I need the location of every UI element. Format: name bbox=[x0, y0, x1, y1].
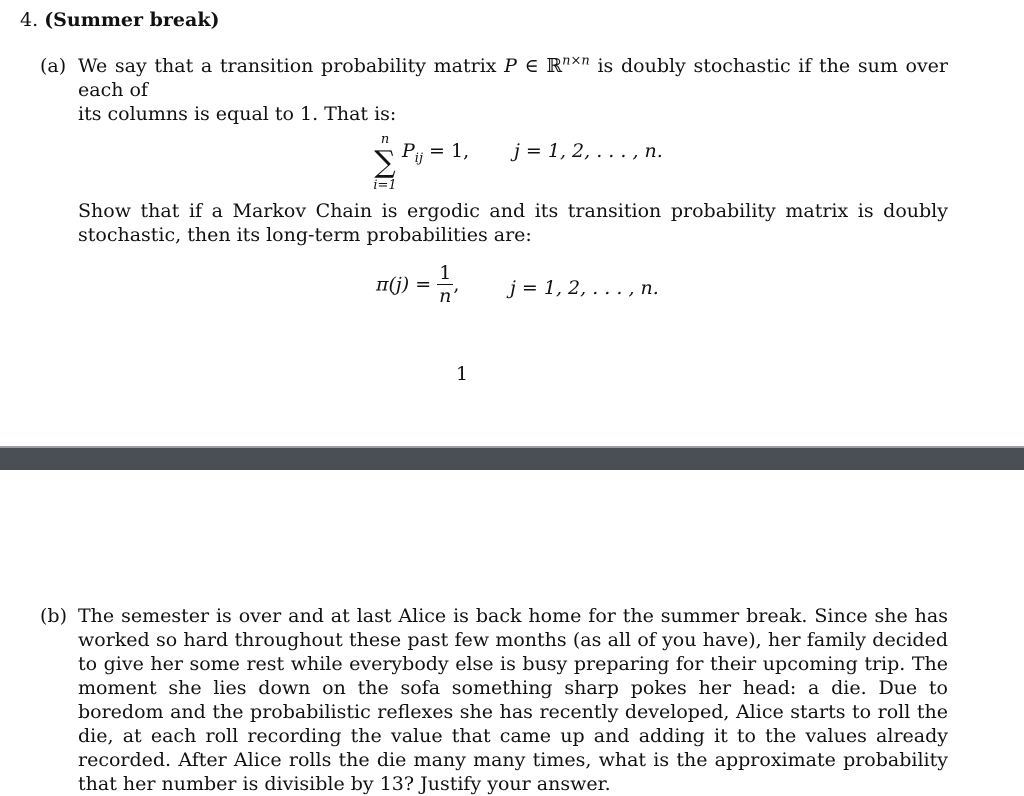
problem-title: (Summer break) bbox=[44, 9, 220, 31]
problem-heading bbox=[20, 8, 219, 32]
part-b-text: The semester is over and at last Alice is back home for the summer break. Since she has worked so hard throughout these past few months (as all of you have), her family decided to give her some rest while everybody else is busy preparing for their upcoming trip. The moment she lies down on the sofa something sharp pokes her head: a die. Due to boredom and the probabilistic reflexes she has recently developed, Alice starts to roll the die, at each roll recording the value that came up and adding it to the values already recorded. After Alice rolls the die many many times, what is the approximate probability that her number is divisible by 13? Justify your answer. bbox=[78, 605, 948, 795]
sum-condition: j = 1, 2, . . . , n. bbox=[514, 140, 663, 162]
page-number: 1 bbox=[456, 363, 469, 385]
part-a-intro bbox=[78, 54, 948, 126]
part-a-show-text: Show that if a Markov Chain is ergodic and its transition probability matrix is doubly stochastic, then its long-term probabilities are: bbox=[78, 200, 948, 246]
matrix-var: P bbox=[504, 55, 517, 77]
fraction-denominator: n bbox=[439, 285, 452, 307]
sum-upper-limit: n bbox=[380, 132, 390, 147]
page-break-bar bbox=[0, 448, 1024, 470]
sum-term bbox=[402, 139, 470, 166]
part-a-intro-text-2: is doubly stochastic if the sum over each of bbox=[78, 55, 948, 101]
sigma-symbol: ∑ bbox=[374, 145, 396, 180]
pi-comma: , bbox=[453, 273, 460, 296]
part-a-intro-line2: its columns is equal to 1. That is: bbox=[78, 103, 397, 125]
part-a-intro-text: We say that a transition probability matrix bbox=[78, 55, 505, 77]
matrix-dims: n×n bbox=[562, 53, 590, 69]
sum-term-var: P bbox=[402, 140, 415, 162]
sum-term-sub: ij bbox=[414, 150, 423, 166]
pi-lhs: π(j) = bbox=[376, 273, 432, 296]
element-of-reals: ∈ ℝ bbox=[516, 55, 563, 77]
sum-lower-limit: i=1 bbox=[373, 178, 397, 193]
fraction bbox=[437, 262, 453, 307]
sum-rhs: = 1, bbox=[423, 140, 470, 162]
problem-number: 4. bbox=[20, 9, 39, 31]
pi-condition: j = 1, 2, . . . , n. bbox=[510, 277, 659, 299]
pi-equation bbox=[376, 262, 459, 307]
sum-equation bbox=[370, 132, 400, 194]
part-a-label: (a) bbox=[40, 55, 67, 77]
part-b-label: (b) bbox=[40, 605, 67, 627]
fraction-numerator: 1 bbox=[439, 262, 452, 284]
